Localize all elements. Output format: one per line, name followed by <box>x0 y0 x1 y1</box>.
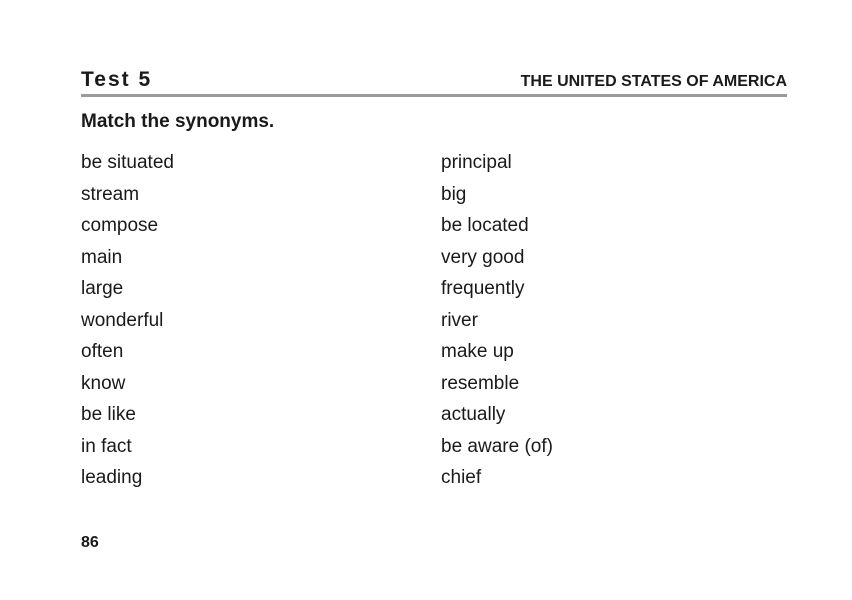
left-word: often <box>81 341 124 362</box>
right-word: river <box>441 309 478 331</box>
right-word: be aware (of) <box>441 435 553 457</box>
right-word: be located <box>441 215 529 236</box>
right-word: frequently <box>441 278 525 299</box>
left-word: wonderful <box>81 309 164 331</box>
left-word: stream <box>81 183 140 205</box>
left-word: main <box>81 246 123 268</box>
page-number: 86 <box>81 534 99 551</box>
left-word: compose <box>81 215 159 236</box>
test-title: Test 5 <box>81 68 153 91</box>
right-word: make up <box>441 341 514 362</box>
right-word: actually <box>441 404 506 425</box>
right-word: big <box>441 183 467 205</box>
left-word: be like <box>81 404 136 425</box>
left-word: be situated <box>81 152 174 173</box>
right-word: resemble <box>441 372 520 394</box>
exercise-instruction: Match the synonyms. <box>81 111 275 132</box>
section-title: THE UNITED STATES OF AMERICA <box>520 73 787 90</box>
left-word: large <box>81 278 124 299</box>
right-word-list <box>441 147 553 494</box>
left-word: leading <box>81 467 143 488</box>
right-word: principal <box>441 152 512 173</box>
left-word: know <box>81 372 126 394</box>
right-word: very good <box>441 246 525 268</box>
left-word-list <box>81 147 174 494</box>
page-header <box>81 66 787 97</box>
right-word: chief <box>441 467 482 488</box>
left-word: in fact <box>81 435 132 457</box>
